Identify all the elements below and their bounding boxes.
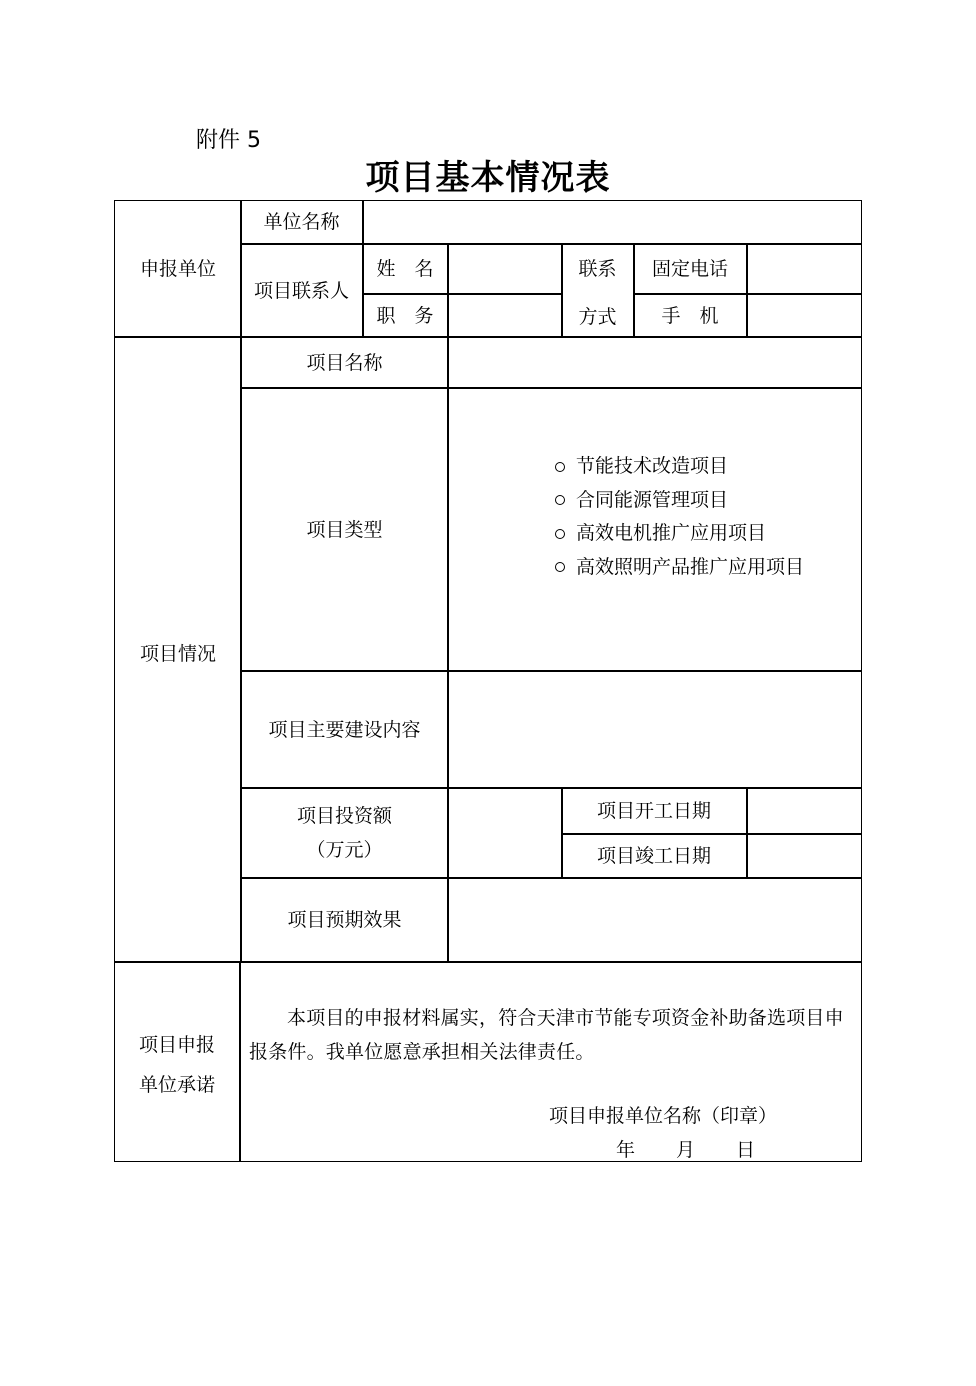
investment-field[interactable]	[448, 789, 561, 877]
mobile-field[interactable]	[747, 295, 861, 336]
construction-content-field[interactable]	[448, 672, 861, 787]
position-label: 职 务	[376, 304, 434, 327]
date-month-label: 月	[676, 1139, 696, 1161]
end-date-field[interactable]	[747, 835, 861, 877]
project-type-option[interactable]	[555, 450, 804, 484]
project-type-option-label: 合同能源管理项目	[576, 488, 729, 511]
project-type-option-label: 高效照明产品推广应用项目	[576, 555, 805, 578]
pledge-text: 本项目的申报材料属实，符合天津市节能专项资金补助备选项目申报条件。我单位愿意承担相关法律责任。	[249, 1007, 844, 1063]
unit-name-label: 单位名称	[263, 211, 340, 233]
contact-method-label-top: 联系	[578, 258, 617, 280]
signature-label: 项目申报单位名称（印章）	[549, 1105, 778, 1127]
position-field[interactable]	[448, 295, 561, 336]
investment-label-main: 项目投资额	[296, 805, 392, 827]
pledge-label-line2: 单位承诺	[138, 1074, 215, 1096]
project-name-field[interactable]	[448, 338, 861, 387]
project-type-option-label: 节能技术改造项目	[576, 455, 729, 477]
project-type-option[interactable]	[555, 551, 804, 585]
radio-circle-icon	[555, 495, 565, 505]
project-info-form	[114, 200, 862, 1162]
investment-label-unit: （万元）	[306, 839, 383, 861]
project-type-option[interactable]	[555, 517, 804, 551]
section-label-applicant: 申报单位	[139, 257, 216, 280]
radio-circle-icon	[555, 562, 565, 572]
page-title: 项目基本情况表	[365, 158, 611, 198]
pledge-section-label	[115, 963, 239, 1161]
radio-circle-icon	[555, 529, 565, 539]
landline-label: 固定电话	[651, 258, 728, 280]
start-date-label: 项目开工日期	[596, 800, 711, 822]
project-name-label: 项目名称	[306, 351, 383, 374]
date-year-label: 年	[616, 1139, 636, 1161]
attachment-label: 附件 5	[196, 128, 261, 153]
radio-circle-icon	[555, 462, 565, 472]
section-label-project: 项目情况	[139, 642, 216, 665]
project-type-option[interactable]	[555, 484, 804, 518]
pledge-label-line1: 项目申报	[138, 1034, 215, 1056]
investment-label	[242, 789, 447, 877]
contact-person-label: 项目联系人	[253, 279, 349, 302]
unit-name-field[interactable]	[363, 201, 861, 243]
expected-effect-field[interactable]	[448, 879, 861, 961]
landline-field[interactable]	[747, 245, 861, 293]
date-day-label: 日	[736, 1139, 756, 1161]
name-field[interactable]	[448, 245, 561, 293]
name-label: 姓 名	[376, 258, 434, 280]
project-type-label: 项目类型	[306, 518, 383, 541]
mobile-label: 手 机	[661, 304, 719, 327]
column-divider	[239, 961, 241, 1161]
contact-method-label-bottom: 方式	[578, 306, 617, 328]
project-type-option-label: 高效电机推广应用项目	[576, 522, 767, 544]
construction-content-label: 项目主要建设内容	[268, 718, 421, 741]
end-date-label: 项目竣工日期	[596, 845, 711, 867]
expected-effect-label: 项目预期效果	[287, 909, 402, 931]
project-type-options	[555, 450, 804, 584]
start-date-field[interactable]	[747, 789, 861, 833]
